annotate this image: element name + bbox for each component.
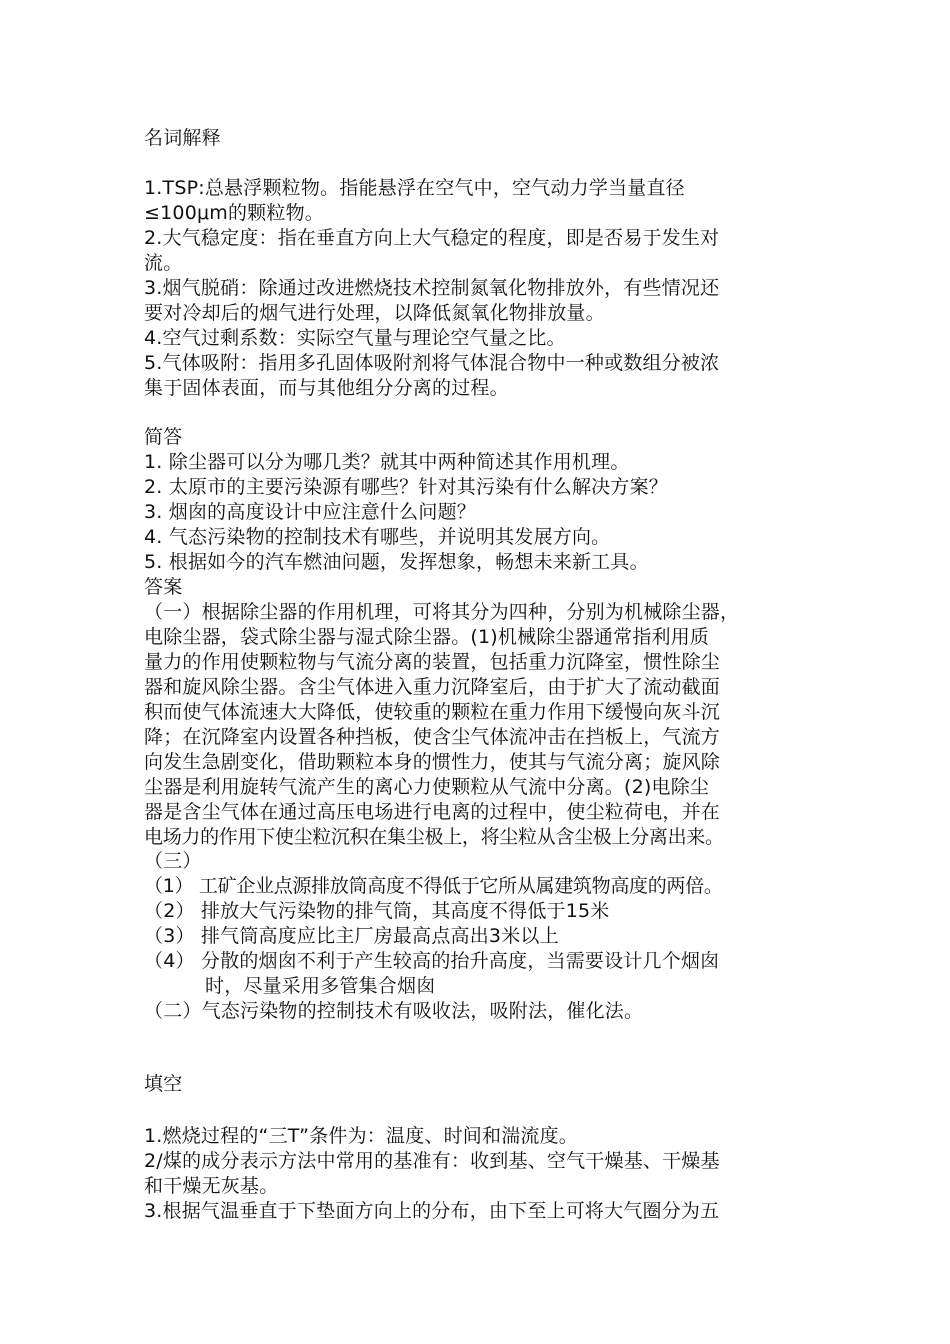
question-item: 4. 气态污染物的控制技术有哪些，并说明其发展方向。 xyxy=(144,526,611,548)
answer-line: 器是含尘气体在通过高压电场进行电离的过程中，使尘粒荷电，并在 xyxy=(144,801,721,823)
part3-title: （三） xyxy=(144,850,202,872)
terms-line: 流。 xyxy=(144,252,183,274)
answer-line: 电场力的作用下使尘粒沉积在集尘极上，将尘粒从含尘极上分离出来。 xyxy=(144,826,724,848)
fill-blank-line: 2/煤的成分表示方法中常用的基准有：收到基、空气干燥基、干燥基 xyxy=(144,1150,720,1172)
answer-line: 向发生急剧变化，借助颗粒本身的惯性力，使其与气流分离；旋风除 xyxy=(144,751,721,773)
answer-line: 量力的作用使颗粒物与气流分离的装置，包括重力沉降室，惯性除尘 xyxy=(144,651,721,673)
part3-item: （2） 排放大气污染物的排气筒，其高度不得低于15米 xyxy=(144,900,610,922)
terms-line: 1.TSP:总悬浮颗粒物。指能悬浮在空气中，空气动力学当量直径 xyxy=(144,177,685,199)
part2-line: （二）气态污染物的控制技术有吸收法，吸附法，催化法。 xyxy=(144,1000,644,1022)
fill-blank-line: 3.根据气温垂直于下垫面方向上的分布，由下至上可将大气圈分为五 xyxy=(144,1200,720,1222)
question-item: 1. 除尘器可以分为哪几类？就其中两种简述其作用机理。 xyxy=(144,451,630,473)
terms-line: 集于固体表面，而与其他组分分离的过程。 xyxy=(144,377,509,399)
part3-item: （4） 分散的烟囱不利于产生较高的抬升高度，当需要设计几个烟囱 xyxy=(144,950,720,972)
question-item: 3. 烟囱的高度设计中应注意什么问题？ xyxy=(144,501,476,523)
terms-line: 3.烟气脱硝：除通过改进燃烧技术控制氮氧化物排放外，有些情况还 xyxy=(144,277,720,299)
terms-line: 要对冷却后的烟气进行处理，以降低氮氧化物排放量。 xyxy=(144,302,605,324)
terms-line: 2.大气稳定度：指在垂直方向上大气稳定的程度，即是否易于发生对 xyxy=(144,227,720,249)
terms-line: 4.空气过剩系数：实际空气量与理论空气量之比。 xyxy=(144,327,566,349)
section-title-terms: 名词解释 xyxy=(144,127,221,149)
answer-line: （一）根据除尘器的作用机理，可将其分为四种，分别为机械除尘器， xyxy=(144,601,740,623)
question-item: 2. 太原市的主要污染源有哪些？针对其污染有什么解决方案？ xyxy=(144,476,668,498)
question-item: 5. 根据如今的汽车燃油问题，发挥想象，畅想未来新工具。 xyxy=(144,551,649,573)
answer-line: 降；在沉降室内设置各种挡板，使含尘气体流冲击在挡板上，气流方 xyxy=(144,726,721,748)
part3-item: （3） 排气筒高度应比主厂房最高点高出3米以上 xyxy=(144,925,559,947)
answer-line: 尘器是利用旋转气流产生的离心力使颗粒从气流中分离。(2)电除尘 xyxy=(144,776,710,798)
terms-line: ≤100μm的颗粒物。 xyxy=(144,202,324,224)
answer-line: 电除尘器，袋式除尘器与湿式除尘器。(1)机械除尘器通常指利用质 xyxy=(144,626,710,648)
fill-blank-line: 和干燥无灰基。 xyxy=(144,1175,279,1197)
part3-item-continuation: 时，尽量采用多管集合烟囱 xyxy=(205,975,436,997)
section-title-short-answer: 简答 xyxy=(144,426,183,448)
answer-line: 器和旋风除尘器。含尘气体进入重力沉降室后，由于扩大了流动截面 xyxy=(144,676,721,698)
fill-blank-line: 1.燃烧过程的“三T”条件为：温度、时间和湍流度。 xyxy=(144,1125,579,1147)
section-title-fill-blank: 填空 xyxy=(144,1073,183,1095)
answer-title: 答案 xyxy=(144,576,183,598)
answer-line: 积而使气体流速大大降低，使较重的颗粒在重力作用下缓慢向灰斗沉 xyxy=(144,701,721,723)
terms-line: 5.气体吸附：指用多孔固体吸附剂将气体混合物中一种或数组分被浓 xyxy=(144,352,720,374)
part3-item: （1） 工矿企业点源排放筒高度不得低于它所从属建筑物高度的两倍。 xyxy=(144,875,723,897)
